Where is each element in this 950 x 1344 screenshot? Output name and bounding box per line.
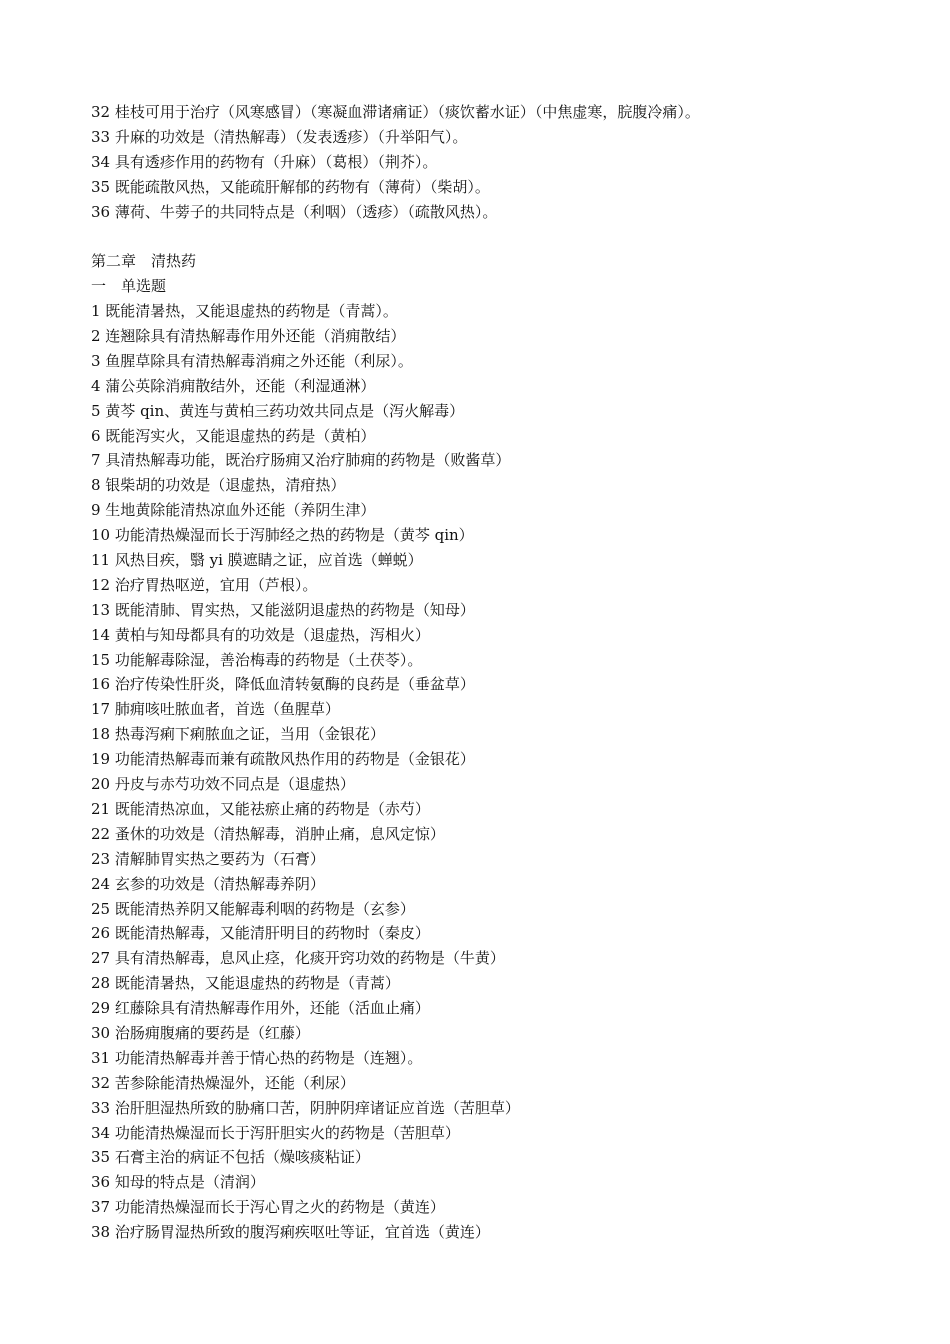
question-item: 16 治疗传染性肝炎，降低血清转氨酶的良药是（垂盆草） [91,675,475,694]
question-item: 4 蒲公英除消痈散结外，还能（利湿通淋） [91,376,376,395]
question-item: 21 既能清热凉血，又能祛瘀止痛的药物是（赤芍） [91,799,430,818]
section-subtitle: 一 单选题 [91,277,167,296]
question-item: 13 既能清肺、胃实热，又能滋阴退虚热的药物是（知母） [91,600,475,619]
question-item: 35 石膏主治的病证不包括（燥咳痰粘证） [91,1148,370,1167]
question-item: 30 治肠痈腹痛的要药是（红藤） [91,1023,310,1042]
question-item: 18 热毒泻痢下痢脓血之证，当用（金银花） [91,725,385,744]
question-item: 17 肺痈咳吐脓血者，首选（鱼腥草） [91,700,340,719]
question-item: 25 既能清热养阴又能解毒利咽的药物是（玄参） [91,899,415,918]
question-item: 12 治疗胃热呕逆，宜用（芦根）。 [91,575,318,594]
question-item: 22 蚤休的功效是（清热解毒，消肿止痛，息风定惊） [91,824,445,843]
list-item: 35 既能疏散风热，又能疏肝解郁的药物有（薄荷）（柴胡）。 [91,177,490,196]
list-item: 32 桂枝可用于治疗（风寒感冒）（寒凝血滞诸痛证）（痰饮蓄水证）（中焦虚寒，脘腹冷痛）。 [91,103,700,121]
question-item: 27 具有清热解毒，息风止痉，化痰开窍功效的药物是（牛黄） [91,949,505,968]
blank-line [91,224,911,249]
question-item: 32 苦参除能清热燥湿外，还能（利尿） [91,1073,355,1092]
question-item: 11 风热目疾，翳 yi 膜遮睛之证，应首选（蝉蜕） [91,551,423,570]
question-item: 31 功能清热解毒并善于情心热的药物是（连翘）。 [91,1048,423,1067]
question-list [91,299,911,1245]
question-item: 37 功能清热燥湿而长于泻心胃之火的药物是（黄连） [91,1198,445,1217]
document-page [91,100,911,1245]
question-item: 15 功能解毒除湿，善治梅毒的药物是（土茯苓）。 [91,650,423,669]
question-item: 23 清解肺胃实热之要药为（石膏） [91,849,325,868]
question-item: 10 功能清热燥湿而长于泻肺经之热的药物是（黄芩 qin） [91,526,474,545]
question-item: 1 既能清暑热，又能退虚热的药物是（青蒿）。 [91,302,398,321]
list-item: 36 薄荷、牛蒡子的共同特点是（利咽）（透疹）（疏散风热）。 [91,202,498,221]
list-item: 34 具有透疹作用的药物有（升麻）（葛根）（荆芥）。 [91,152,438,171]
list-item: 33 升麻的功效是（清热解毒）（发表透疹）（升举阳气）。 [91,127,468,146]
question-item: 2 连翘除具有清热解毒作用外还能（消痈散结） [91,327,406,346]
question-item: 29 红藤除具有清热解毒作用外，还能（活血止痛） [91,999,430,1018]
question-item: 34 功能清热燥湿而长于泻肝胆实火的药物是（苦胆草） [91,1123,460,1142]
question-item: 26 既能清热解毒，又能清肝明目的药物时（秦皮） [91,924,430,943]
question-item: 38 治疗肠胃湿热所致的腹泻痢疾呕吐等证，宜首选（黄连） [91,1223,490,1242]
question-item: 3 鱼腥草除具有清热解毒消痈之外还能（利尿）。 [91,351,413,370]
question-item: 8 银柴胡的功效是（退虚热，清疳热） [91,476,346,495]
question-item: 24 玄参的功效是（清热解毒养阴） [91,874,325,893]
question-item: 36 知母的特点是（清润） [91,1173,265,1192]
question-item: 9 生地黄除能清热凉血外还能（养阴生津） [91,501,376,520]
question-item: 7 具清热解毒功能，既治疗肠痈又治疗肺痈的药物是（败酱草） [91,451,511,470]
question-item: 14 黄柏与知母都具有的功效是（退虚热，泻相火） [91,625,430,644]
chapter-title: 第二章 清热药 [91,252,197,271]
question-item: 20 丹皮与赤芍功效不同点是（退虚热） [91,775,355,794]
question-item: 5 黄芩 qin、黄连与黄柏三药功效共同点是（泻火解毒） [91,401,465,420]
previous-section-list [91,100,911,224]
question-item: 33 治肝胆湿热所致的胁痛口苦，阴肿阴痒诸证应首选（苦胆草） [91,1098,520,1117]
question-item: 19 功能清热解毒而兼有疏散风热作用的药物是（金银花） [91,750,475,769]
question-item: 6 既能泻实火，又能退虚热的药是（黄柏） [91,426,376,445]
question-item: 28 既能清暑热，又能退虚热的药物是（青蒿） [91,974,400,993]
